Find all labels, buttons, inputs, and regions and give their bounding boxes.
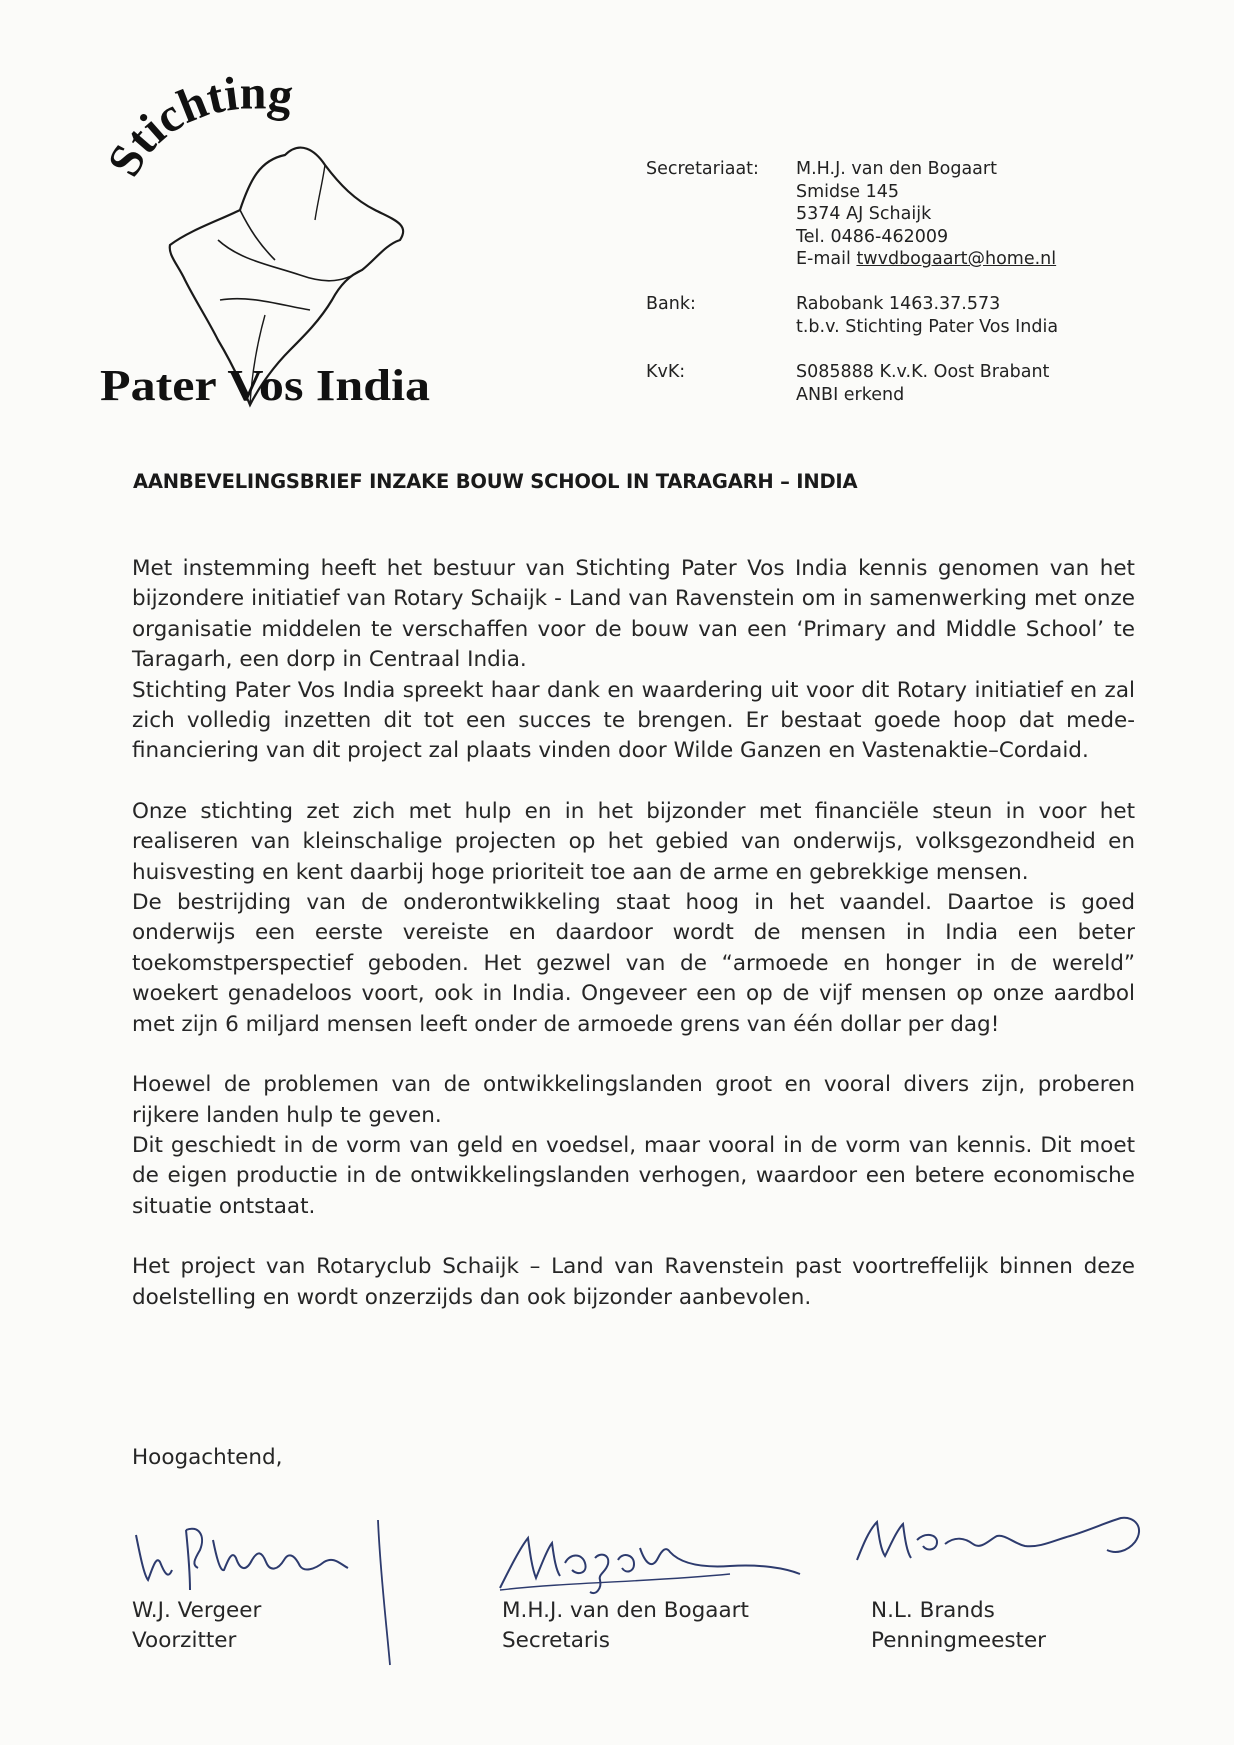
signatory-name: M.H.J. van den Bogaart [502, 1598, 749, 1623]
signatory-role: Secretaris [502, 1628, 610, 1653]
body-section-3 [132, 1070, 1135, 1222]
logo-arc-text: Stichting [100, 66, 297, 185]
body-paragraph: Dit geschiedt in de vorm van geld en voedsel, maar vooral in de vorm van kennis. Dit moet de eigen productie in de ontwikkelingslanden verhogen, waardoor een betere economische situatie ontstaat. [132, 1132, 1135, 1219]
body-section-4 [132, 1252, 1135, 1313]
letter-body [132, 554, 1135, 1343]
bank-account: Rabobank 1463.37.573 [796, 294, 1001, 314]
kvk-value [796, 361, 1049, 406]
anbi-status: ANBI erkend [796, 384, 905, 405]
signature-brands-icon [845, 1500, 1165, 1580]
body-paragraph: De bestrijding van de onderontwikkeling staat hoog in het vaandel. Daartoe is goed onderwijs een eerste vereiste en daardoor wordt de mensen in India een beter toekomstperspectief geboden. Het gezwel van de “armoede en honger in de wereld” woekert genadeloos voort, ook in India. Ongeveer een op de vijf mensen op onze aardbol met zijn 6 miljard mensen leeft onder de armoede grens van één dollar per dag! [132, 890, 1135, 1037]
body-paragraph: Hoewel de problemen van de ontwikkelingslanden groot en vooral divers zijn, proberen rijkere landen hulp te geven. [132, 1072, 1135, 1128]
signature-bogaart-icon [490, 1508, 830, 1598]
signatory-role: Penningmeester [871, 1628, 1047, 1653]
letter-title: AANBEVELINGSBRIEF INZAKE BOUW SCHOOL IN TARAGARH – INDIA [133, 470, 858, 493]
signatory-secretary [502, 1596, 749, 1656]
secretariaat-label: Secretariaat: [646, 159, 759, 179]
logo-bottom-text: Pater Vos India [100, 361, 430, 410]
secretariaat-phone: Tel. 0486-462009 [796, 226, 949, 247]
email-prefix: E-mail [796, 249, 857, 269]
kvk-label: KvK: [646, 362, 686, 382]
india-map-logo-icon [100, 60, 430, 430]
body-paragraph: Onze stichting zet zich met hulp en in het bijzonder met financiële steun in voor het realiseren van kleinschalige projecten op het gebied van onderwijs, volksgezondheid en huisvesting en kent daarbij hoge prioriteit toe aan de arme en gebrekkige mensen. [132, 798, 1135, 885]
closing-salutation: Hoogachtend, [132, 1445, 283, 1470]
signatory-role: Voorzitter [132, 1628, 237, 1653]
secretariaat-street: Smidse 145 [796, 181, 899, 202]
secretariaat-name: M.H.J. van den Bogaart [796, 159, 997, 179]
body-paragraph: Met instemming heeft het bestuur van Stichting Pater Vos India kennis genomen van het bijzondere initiatief van Rotary Schaijk - Land van Ravenstein om in samenwerking met onze organisatie middelen te verschaffen voor de bouw van een ‘Primary and Middle School’ te Taragarh, een dorp in Centraal India. [132, 556, 1135, 673]
email-link[interactable]: twvdbogaart@home.nl [856, 249, 1057, 269]
bank-label: Bank: [646, 294, 696, 314]
body-paragraph: Stichting Pater Vos India spreekt haar dank en waardering uit voor dit Rotary initiatief en zal zich volledig inzetten dit tot een succes te brengen. Er bestaat goede hoop dat mede-financiering van dit project zal plaats vinden door Wilde Ganzen en Vastenaktie–Cordaid. [132, 677, 1135, 764]
signatory-chairman [132, 1596, 261, 1656]
signatory-treasurer [871, 1596, 1046, 1656]
stichting-logo [100, 60, 430, 430]
secretariaat-email-line [796, 248, 1056, 271]
body-section-1 [132, 554, 1135, 767]
body-paragraph: Het project van Rotaryclub Schaijk – Land van Ravenstein past voortreffelijk binnen deze doelstelling en wordt onzerzijds dan ook bijzonder aanbevolen. [132, 1254, 1135, 1310]
bank-beneficiary: t.b.v. Stichting Pater Vos India [796, 316, 1059, 337]
signatory-name: W.J. Vergeer [132, 1598, 262, 1623]
kvk-number: S085888 K.v.K. Oost Brabant [796, 362, 1050, 382]
secretariaat-value [796, 158, 1056, 271]
secretariaat-city: 5374 AJ Schaijk [796, 204, 932, 224]
signatory-name: N.L. Brands [871, 1598, 995, 1623]
bank-value [796, 293, 1058, 338]
body-section-2 [132, 797, 1135, 1040]
